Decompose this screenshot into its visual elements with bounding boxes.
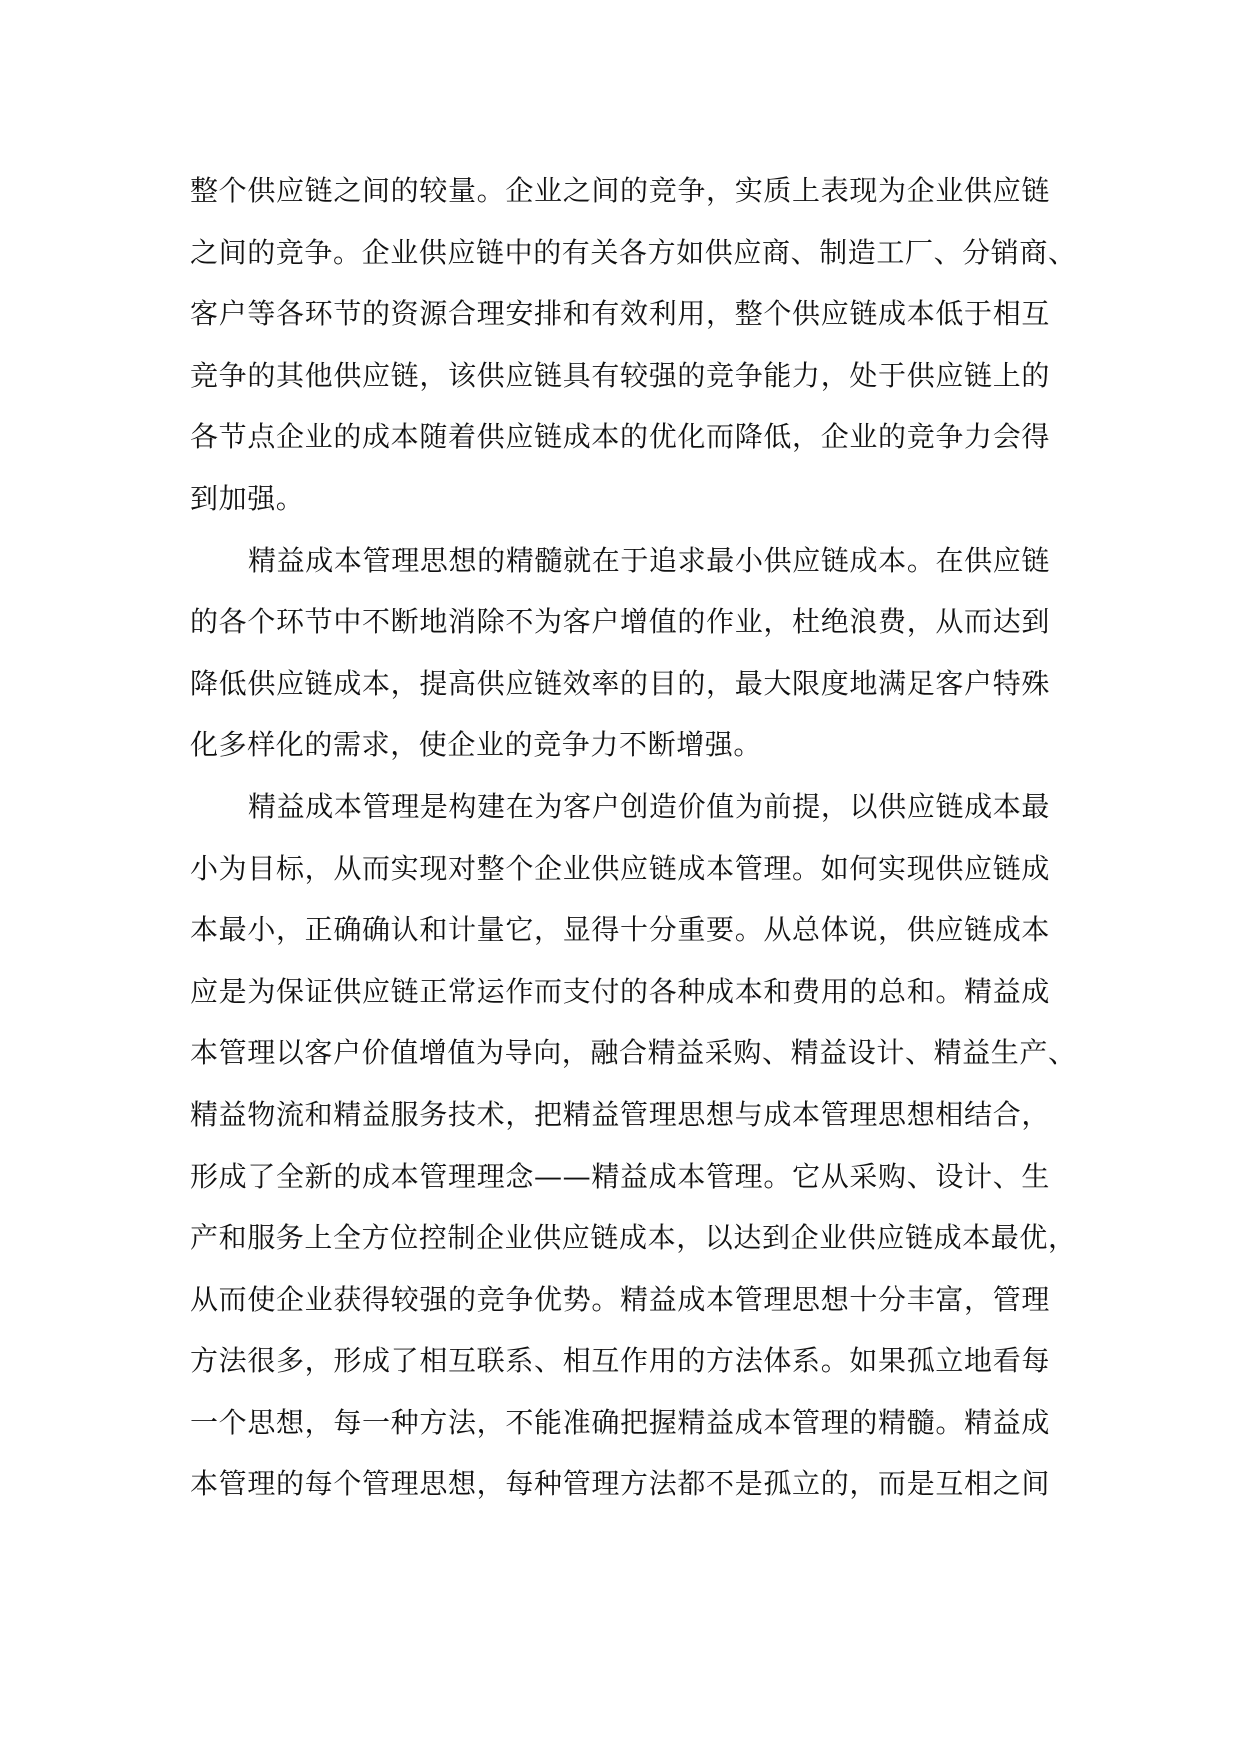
text-line: 方法很多，形成了相互联系、相互作用的方法体系。如果孤立地看每	[190, 1344, 1050, 1378]
document-body	[190, 160, 1077, 1515]
paragraph-1	[190, 160, 1077, 530]
text-line: 精益成本管理是构建在为客户创造价值为前提，以供应链成本最	[248, 789, 1050, 823]
text-line: 竞争的其他供应链，该供应链具有较强的竞争能力，处于供应链上的	[190, 358, 1050, 392]
text-line: 客户等各环节的资源合理安排和有效利用，整个供应链成本低于相互	[190, 297, 1050, 331]
text-line: 化多样化的需求，使企业的竞争力不断增强。	[190, 728, 763, 762]
text-line: 形成了全新的成本管理理念——精益成本管理。它从采购、设计、生	[190, 1159, 1050, 1193]
text-line: 一个思想，每一种方法，不能准确把握精益成本管理的精髓。精益成	[190, 1405, 1050, 1439]
text-line: 精益物流和精益服务技术，把精益管理思想与成本管理思想相结合，	[190, 1097, 1050, 1131]
text-line: 的各个环节中不断地消除不为客户增值的作业，杜绝浪费，从而达到	[190, 605, 1050, 639]
text-line: 小为目标，从而实现对整个企业供应链成本管理。如何实现供应链成	[190, 851, 1050, 885]
text-line: 产和服务上全方位控制企业供应链成本，以达到企业供应链成本最优，	[190, 1221, 1077, 1255]
text-line: 本管理以客户价值增值为导向，融合精益采购、精益设计、精益生产、	[190, 1036, 1077, 1070]
text-line: 到加强。	[190, 481, 305, 515]
paragraph-3	[190, 776, 1077, 1515]
text-line: 精益成本管理思想的精髓就在于追求最小供应链成本。在供应链	[248, 543, 1050, 577]
text-line: 应是为保证供应链正常运作而支付的各种成本和费用的总和。精益成	[190, 974, 1050, 1008]
text-line: 整个供应链之间的较量。企业之间的竞争，实质上表现为企业供应链	[190, 174, 1050, 207]
text-line: 本管理的每个管理思想，每种管理方法都不是孤立的，而是互相之间	[190, 1467, 1050, 1501]
text-line: 降低供应链成本，提高供应链效率的目的，最大限度地满足客户特殊	[190, 666, 1050, 700]
text-line: 从而使企业获得较强的竞争优势。精益成本管理思想十分丰富，管理	[190, 1282, 1050, 1316]
text-line: 本最小，正确确认和计量它，显得十分重要。从总体说，供应链成本	[190, 913, 1050, 947]
text-line: 各节点企业的成本随着供应链成本的优化而降低，企业的竞争力会得	[190, 420, 1050, 454]
text-line: 之间的竞争。企业供应链中的有关各方如供应商、制造工厂、分销商、	[190, 235, 1077, 269]
paragraph-2	[190, 530, 1050, 776]
